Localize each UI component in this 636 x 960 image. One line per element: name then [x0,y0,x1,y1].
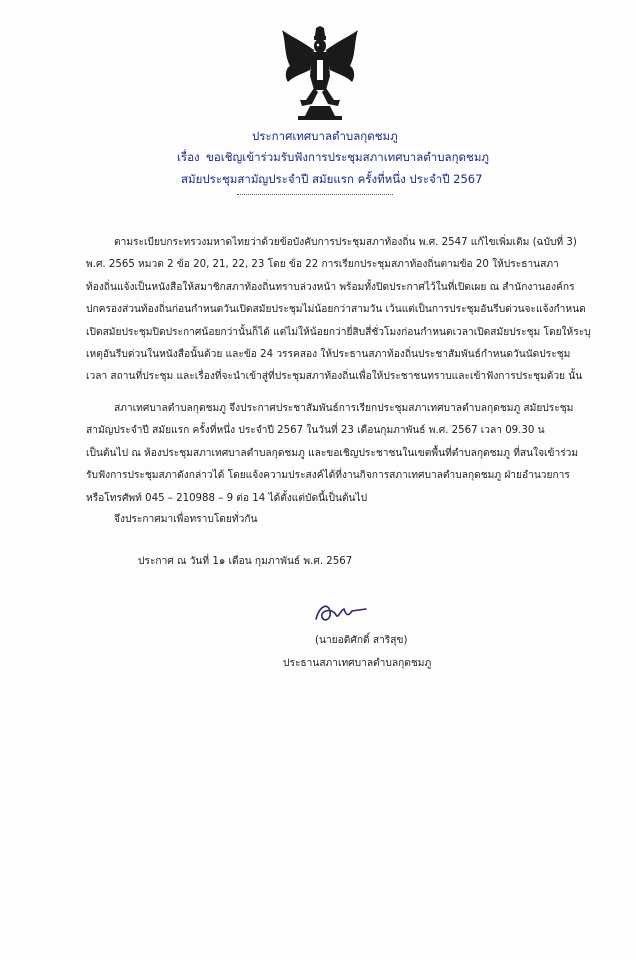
text-line: เป็นต้นไป ณ ห้องประชุมสภาเทศบาลตำบลกุดชมภู และขอเชิญประชาชนในเขตพื้นที่ตำบลกุดชมภู ที่สนใจเข้าร่วม [86,447,579,459]
paragraph-invitation [86,398,578,510]
paragraph-regulation [86,232,591,389]
announcement-title: ประกาศเทศบาลตำบลกุดชมภู [252,129,398,143]
text-line: สภาเทศบาลตำบลกุดชมภู จึงประกาศประชาสัมพันธ์การเรียกประชุมสภาเทศบาลตำบลกุดชมภู สมัยประชุม [114,403,574,414]
session-text: สมัยประชุมสามัญประจำปี สมัยแรก ครั้งที่หนึ่ง ประจำปี 2567 [181,172,483,186]
signatory-position: ประธานสภาเทศบาลตำบลกุดชมภู [283,658,432,669]
text-line: หรือโทรศัพท์ 045 – 210988 – 9 ต่อ 14 ได้ตั้งแต่บัดนี้เป็นต้นไป [86,492,368,504]
subject-label: เรื่อง [177,150,200,164]
text-line: พ.ศ. 2565 หมวด 2 ข้อ 20, 21, 22, 23 โดย ข้อ 22 การเรียกประชุมสภาท้องถิ่นตามข้อ 20 ให้ประธานสภา [86,259,559,271]
handwritten-signature [310,597,370,627]
text-line: เปิดสมัยประชุมปิดประกาศน้อยกว่านั้นก็ได้ แต่ไม่ให้น้อยกว่ายี่สิบสี่ชั่วโมงก่อนกำหนดเวลาเปิดสมัยประชุม โดยให้ระบุ [86,326,591,338]
closing-text [86,509,257,531]
garuda-emblem-icon [280,26,360,122]
text-line: ท้องถิ่นแจ้งเป็นหนังสือให้สมาชิกสภาท้องถิ่นทราบล่วงหน้า พร้อมทั้งปิดประกาศไว้ในที่เปิดเผย ณ สำนักงานองค์กร [86,281,575,293]
text-line: ตามระเบียบกระทรวงมหาดไทยว่าด้วยข้อบังคับการประชุมสภาท้องถิ่น พ.ศ. 2547 แก้ไขเพิ่มเติม (ฉบับที่ 3) [114,237,577,248]
date-line: ประกาศ ณ วันที่ 1๑ เดือน กุมภาพันธ์ พ.ศ. 2567 [138,556,353,567]
text-line: รับฟังการประชุมสภาดังกล่าวได้ โดยแจ้งความประสงค์ได้ที่งานกิจการสภาเทศบาลตำบลกุดชมภู ฝ่ายอำนวยการ [86,470,570,482]
signatory-name: (นายอดิศักดิ์ สาริสุข) [315,635,408,646]
text-line: สามัญประจำปี สมัยแรก ครั้งที่หนึ่ง ประจำปี 2567 ในวันที่ 23 เดือนกุมภาพันธ์ พ.ศ. 2567 เวลา 09.30 น [86,425,545,437]
text-line: เหตุอันรีบด่วนในหนังสือนั้นด้วย และข้อ 24 วรรคสอง ให้ประธานสภาท้องถิ่นประชาสัมพันธ์กำหนดวันนัดประชุม [86,349,571,361]
subject-text: ขอเชิญเข้าร่วมรับฟังการประชุมสภาเทศบาลตำบลกุดชมภู [206,150,489,164]
text-line: ปกครองส่วนท้องถิ่นก่อนกำหนดวันเปิดสมัยประชุมไม่น้อยกว่าสามวัน เว้นแต่เป็นการประชุมอันรีบด่วนจะแจ้งกำหนด [86,304,586,316]
dotted-divider [237,194,393,195]
closing-line: จึงประกาศมาเพื่อทราบโดยทั่วกัน [114,514,258,525]
text-line: เวลา สถานที่ประชุม และเรื่องที่จะนำเข้าสู่ที่ประชุมสภาท้องถิ่นเพื่อให้ประชาชนทราบและเข้าฟังการประชุมด้วย นั้น [86,371,583,383]
